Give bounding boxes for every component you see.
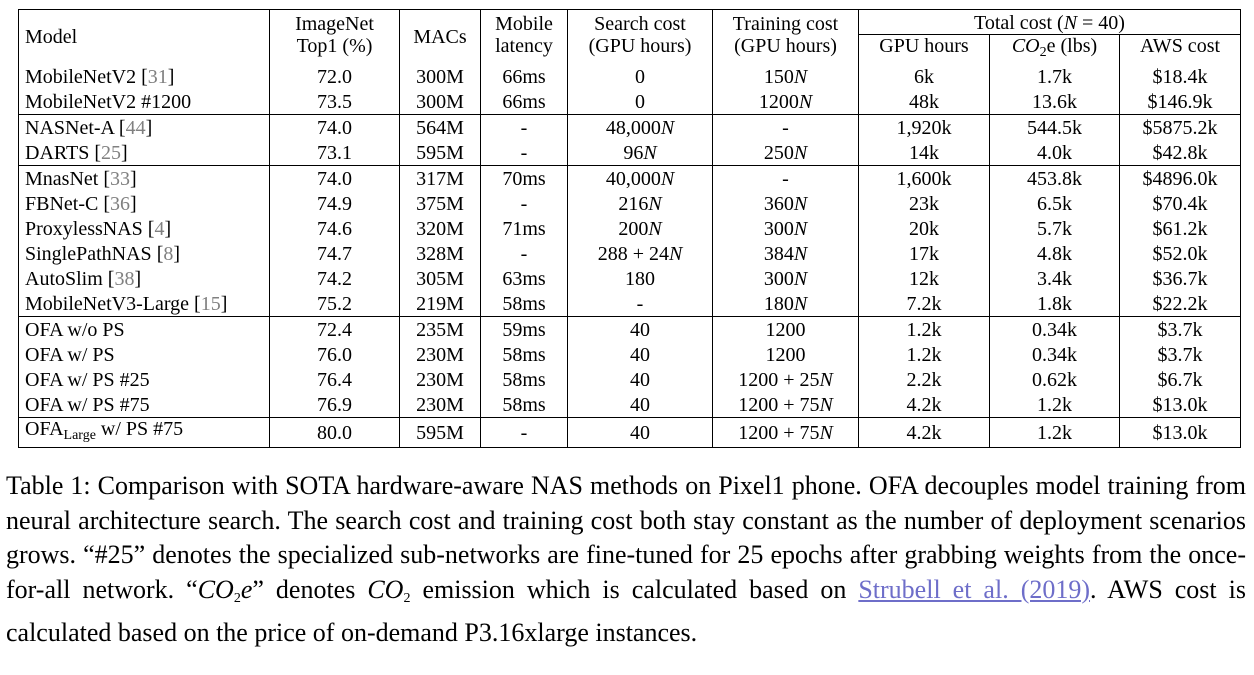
- table-row: [19, 342, 1241, 367]
- table-row: [19, 241, 1241, 266]
- cell-gpu-hours: 12k: [859, 266, 990, 291]
- cell-model: MobileNetV2 [31]: [19, 64, 270, 89]
- cell-co2: 0.34k: [990, 317, 1120, 343]
- cell-co2: 0.34k: [990, 342, 1120, 367]
- strubell-citation-link[interactable]: Strubell et al. (2019): [858, 574, 1091, 604]
- cell-model: SinglePathNAS [8]: [19, 241, 270, 266]
- cell-latency: 71ms: [481, 216, 568, 241]
- header-training-line2: (GPU hours): [713, 35, 859, 65]
- cell-model: FBNet-C [36]: [19, 191, 270, 216]
- table-row: [19, 418, 1241, 448]
- cell-training-cost: 360N: [713, 191, 859, 216]
- cell-model: AutoSlim [38]: [19, 266, 270, 291]
- header-total-cost: Total cost (N = 40): [859, 10, 1241, 35]
- cell-gpu-hours: 4.2k: [859, 392, 990, 418]
- cell-search-cost: -: [568, 291, 713, 317]
- header-mobile-line2: latency: [481, 35, 568, 65]
- cell-gpu-hours: 4.2k: [859, 418, 990, 448]
- cell-model: OFA w/ PS: [19, 342, 270, 367]
- cell-training-cost: 1200 + 75N: [713, 392, 859, 418]
- cell-latency: 66ms: [481, 89, 568, 115]
- cell-search-cost: 40: [568, 342, 713, 367]
- cell-aws-cost: $13.0k: [1120, 418, 1241, 448]
- table-row: [19, 266, 1241, 291]
- table-row: [19, 191, 1241, 216]
- table-row: [19, 115, 1241, 141]
- cell-latency: -: [481, 115, 568, 141]
- cell-macs: 230M: [400, 342, 481, 367]
- cell-co2: 1.2k: [990, 418, 1120, 448]
- cell-training-cost: 384N: [713, 241, 859, 266]
- header-imagenet-line2: Top1 (%): [270, 35, 400, 65]
- cell-macs: 219M: [400, 291, 481, 317]
- cell-macs: 300M: [400, 64, 481, 89]
- cell-model: DARTS [25]: [19, 140, 270, 166]
- cell-search-cost: 48,000N: [568, 115, 713, 141]
- cell-latency: -: [481, 140, 568, 166]
- table-row: [19, 367, 1241, 392]
- cell-aws-cost: $61.2k: [1120, 216, 1241, 241]
- cell-aws-cost: $70.4k: [1120, 191, 1241, 216]
- cell-latency: -: [481, 418, 568, 448]
- cell-search-cost: 40: [568, 392, 713, 418]
- cell-latency: 58ms: [481, 392, 568, 418]
- cell-macs: 328M: [400, 241, 481, 266]
- header-co2: $CO_2e$ (lbs): [990, 35, 1120, 65]
- table-row: [19, 140, 1241, 166]
- cell-search-cost: 200N: [568, 216, 713, 241]
- cell-aws-cost: $18.4k: [1120, 64, 1241, 89]
- table-row: [19, 216, 1241, 241]
- cell-gpu-hours: 1,600k: [859, 166, 990, 192]
- cell-aws-cost: $13.0k: [1120, 392, 1241, 418]
- cell-search-cost: 0: [568, 89, 713, 115]
- cell-macs: 300M: [400, 89, 481, 115]
- cell-top1: 73.5: [270, 89, 400, 115]
- cell-latency: 63ms: [481, 266, 568, 291]
- cell-search-cost: 40: [568, 418, 713, 448]
- cell-model: ProxylessNAS [4]: [19, 216, 270, 241]
- cell-macs: 230M: [400, 367, 481, 392]
- citation-ref: 4: [154, 217, 165, 240]
- cell-co2: 4.0k: [990, 140, 1120, 166]
- cell-model: OFA w/ PS #25: [19, 367, 270, 392]
- table-caption: Table 1: Comparison with SOTA hardware-aware NAS methods on Pixel1 phone. OFA decouples model training from neural architecture search. The search cost and training cost both stay constant as the number of deployment scenarios grows. “#25” denotes the specialized sub-networks are fine-tuned for 25 epochs after grabbing weights from the once-for-all network. “$CO_2e$” denotes $CO_2$ emission which is calculated based on Strubell et al. (2019). AWS cost is calculated based on the price of on-demand P3.16xlarge instances.: [6, 471, 1246, 647]
- cell-top1: 74.0: [270, 166, 400, 192]
- cell-macs: 375M: [400, 191, 481, 216]
- header-search-line2: (GPU hours): [568, 35, 713, 65]
- cell-search-cost: 216N: [568, 191, 713, 216]
- cell-latency: 58ms: [481, 367, 568, 392]
- citation-ref: 25: [101, 141, 122, 164]
- cell-latency: 58ms: [481, 342, 568, 367]
- header-macs: MACs: [400, 10, 481, 65]
- header-aws-cost: AWS cost: [1120, 35, 1241, 65]
- table-row: [19, 64, 1241, 89]
- cell-search-cost: 40: [568, 367, 713, 392]
- cell-aws-cost: $36.7k: [1120, 266, 1241, 291]
- cell-latency: -: [481, 191, 568, 216]
- cell-gpu-hours: 48k: [859, 89, 990, 115]
- cell-training-cost: 1200: [713, 342, 859, 367]
- cell-co2: 4.8k: [990, 241, 1120, 266]
- cell-gpu-hours: 1,920k: [859, 115, 990, 141]
- cell-co2: 544.5k: [990, 115, 1120, 141]
- header-model: Model: [19, 10, 270, 65]
- cell-co2: 3.4k: [990, 266, 1120, 291]
- cell-top1: 74.7: [270, 241, 400, 266]
- cell-gpu-hours: 2.2k: [859, 367, 990, 392]
- cell-top1: 74.2: [270, 266, 400, 291]
- citation-ref: 33: [110, 167, 130, 190]
- cell-latency: 66ms: [481, 64, 568, 89]
- cell-top1: 74.6: [270, 216, 400, 241]
- cell-aws-cost: $3.7k: [1120, 317, 1241, 343]
- cell-co2: 453.8k: [990, 166, 1120, 192]
- cell-macs: 564M: [400, 115, 481, 141]
- cell-search-cost: 0: [568, 64, 713, 89]
- cell-aws-cost: $4896.0k: [1120, 166, 1241, 192]
- cell-training-cost: 1200: [713, 317, 859, 343]
- cell-top1: 75.2: [270, 291, 400, 317]
- cell-gpu-hours: 7.2k: [859, 291, 990, 317]
- cell-gpu-hours: 17k: [859, 241, 990, 266]
- cell-aws-cost: $146.9k: [1120, 89, 1241, 115]
- cell-training-cost: 250N: [713, 140, 859, 166]
- header-imagenet-line1: ImageNet: [270, 10, 400, 35]
- citation-ref: 15: [200, 292, 221, 315]
- cell-training-cost: 1200 + 25N: [713, 367, 859, 392]
- cell-macs: 235M: [400, 317, 481, 343]
- cell-model: NASNet-A [44]: [19, 115, 270, 141]
- cell-top1: 72.4: [270, 317, 400, 343]
- cell-training-cost: 1200N: [713, 89, 859, 115]
- cell-training-cost: 300N: [713, 266, 859, 291]
- cell-latency: 70ms: [481, 166, 568, 192]
- header-gpu-hours: GPU hours: [859, 35, 990, 65]
- cell-top1: 76.9: [270, 392, 400, 418]
- cell-co2: 13.6k: [990, 89, 1120, 115]
- cell-top1: 76.0: [270, 342, 400, 367]
- cell-model: $OFA_{Large}$ w/ PS #75: [19, 418, 270, 448]
- table-row: [19, 392, 1241, 418]
- cell-macs: 595M: [400, 140, 481, 166]
- cell-training-cost: 180N: [713, 291, 859, 317]
- cell-top1: 80.0: [270, 418, 400, 448]
- cell-macs: 230M: [400, 392, 481, 418]
- cell-gpu-hours: 1.2k: [859, 317, 990, 343]
- header-mobile-line1: Mobile: [481, 10, 568, 35]
- cell-latency: -: [481, 241, 568, 266]
- cell-aws-cost: $52.0k: [1120, 241, 1241, 266]
- cell-training-cost: 300N: [713, 216, 859, 241]
- cell-training-cost: -: [713, 166, 859, 192]
- cell-top1: 73.1: [270, 140, 400, 166]
- cell-co2: 1.7k: [990, 64, 1120, 89]
- cell-search-cost: 40: [568, 317, 713, 343]
- cell-search-cost: 40,000N: [568, 166, 713, 192]
- cell-training-cost: 1200 + 75N: [713, 418, 859, 448]
- header-search-line1: Search cost: [568, 10, 713, 35]
- citation-ref: 8: [163, 242, 174, 265]
- cell-model: MobileNetV3-Large [15]: [19, 291, 270, 317]
- cell-top1: 74.0: [270, 115, 400, 141]
- cell-latency: 59ms: [481, 317, 568, 343]
- table-body: [19, 64, 1241, 448]
- cell-aws-cost: $3.7k: [1120, 342, 1241, 367]
- cell-model: MnasNet [33]: [19, 166, 270, 192]
- cell-co2: 0.62k: [990, 367, 1120, 392]
- citation-ref: 36: [110, 192, 131, 215]
- cell-search-cost: 96N: [568, 140, 713, 166]
- cell-aws-cost: $42.8k: [1120, 140, 1241, 166]
- cell-gpu-hours: 20k: [859, 216, 990, 241]
- cell-model: OFA w/o PS: [19, 317, 270, 343]
- cell-co2: 1.8k: [990, 291, 1120, 317]
- cell-top1: 76.4: [270, 367, 400, 392]
- cell-macs: 305M: [400, 266, 481, 291]
- cell-top1: 74.9: [270, 191, 400, 216]
- cell-aws-cost: $5875.2k: [1120, 115, 1241, 141]
- citation-ref: 44: [125, 116, 146, 139]
- cell-co2: 1.2k: [990, 392, 1120, 418]
- cell-co2: 5.7k: [990, 216, 1120, 241]
- cell-training-cost: -: [713, 115, 859, 141]
- table-row: [19, 89, 1241, 115]
- header-training-line1: Training cost: [713, 10, 859, 35]
- cell-macs: 595M: [400, 418, 481, 448]
- comparison-table: [18, 9, 1241, 448]
- cell-gpu-hours: 14k: [859, 140, 990, 166]
- cell-macs: 320M: [400, 216, 481, 241]
- cell-search-cost: 180: [568, 266, 713, 291]
- cell-macs: 317M: [400, 166, 481, 192]
- cell-top1: 72.0: [270, 64, 400, 89]
- cell-model: OFA w/ PS #75: [19, 392, 270, 418]
- cell-gpu-hours: 23k: [859, 191, 990, 216]
- cell-aws-cost: $6.7k: [1120, 367, 1241, 392]
- cell-aws-cost: $22.2k: [1120, 291, 1241, 317]
- cell-latency: 58ms: [481, 291, 568, 317]
- cell-gpu-hours: 1.2k: [859, 342, 990, 367]
- cell-co2: 6.5k: [990, 191, 1120, 216]
- table-row: [19, 166, 1241, 192]
- cell-training-cost: 150N: [713, 64, 859, 89]
- citation-ref: 38: [114, 267, 135, 290]
- cell-search-cost: 288 + 24N: [568, 241, 713, 266]
- table-row: [19, 291, 1241, 317]
- citation-ref: 31: [147, 65, 168, 88]
- cell-gpu-hours: 6k: [859, 64, 990, 89]
- table-row: [19, 317, 1241, 343]
- cell-model: MobileNetV2 #1200: [19, 89, 270, 115]
